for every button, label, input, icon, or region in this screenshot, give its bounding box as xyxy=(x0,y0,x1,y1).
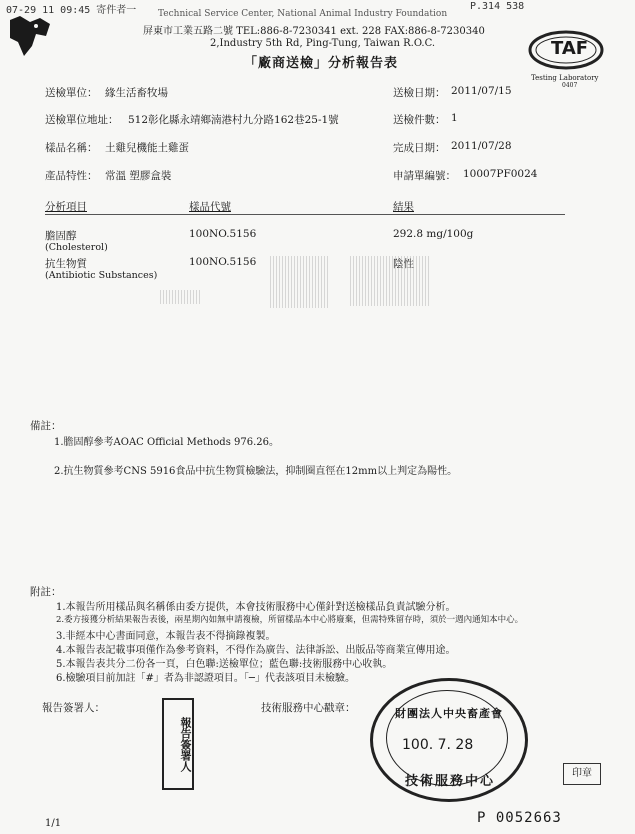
serial-number: P 0052663 xyxy=(477,810,562,826)
note-item: 5.本報告表共分二份各一頁，白色聯:送檢單位；藍色聯:技術服務中心收執。 xyxy=(56,659,393,670)
taf-sub: Testing Laboratory xyxy=(531,74,599,82)
round-stamp-top: 財團法人中央畜產會 xyxy=(395,707,503,720)
round-stamp-bottom: 技術服務中心 xyxy=(405,774,496,789)
sample-value: 土雞兒機能土雞蛋 xyxy=(105,142,189,154)
remark-item: 1.膽固醇參考AOAC Official Methods 976.26。 xyxy=(54,437,279,448)
date-value: 2011/07/15 xyxy=(451,85,512,97)
foundation-logo-icon xyxy=(6,12,54,62)
apply-label: 申請單編號： xyxy=(393,170,456,182)
feature-label: 產品特性： xyxy=(45,170,98,182)
finish-label: 完成日期： xyxy=(393,142,446,154)
remarks-label: 備註： xyxy=(30,420,62,432)
row2-item-en: (Antibiotic Substances) xyxy=(45,270,158,281)
fax-header-right: P.314 538 xyxy=(470,1,525,12)
address-value: 512彰化縣永靖鄉湳港村九分路162巷25-1號 xyxy=(128,114,339,126)
row1-item-en: (Cholesterol) xyxy=(45,242,108,253)
col-header-code: 樣品代號 xyxy=(189,201,231,213)
taf-no: 0407 xyxy=(562,82,578,89)
fax-header-left: 07-29 11 09:45 寄件者一 xyxy=(6,5,137,16)
col-header-item: 分析項目 xyxy=(45,201,87,213)
note-item: 1.本報告所用樣品與名稱係由委方提供，本會技術服務中心僅針對送檢樣品負責試驗分析。 xyxy=(56,602,456,613)
address-label: 送檢單位地址： xyxy=(45,114,119,126)
apply-value: 10007PF0024 xyxy=(463,168,538,180)
round-stamp-date: 100. 7. 28 xyxy=(402,737,474,753)
fax-smudge xyxy=(160,290,200,304)
org-line: Technical Service Center, National Animal Industry Foundation xyxy=(158,9,448,19)
row2-result: 陰性 xyxy=(393,258,414,270)
signer-stamp: 報告簽署人 xyxy=(162,698,194,790)
table-header-rule xyxy=(45,214,565,215)
center-stamp-label: 技術服務中心戳章： xyxy=(261,702,356,714)
notes-label: 附註： xyxy=(30,586,62,598)
fax-smudge xyxy=(270,256,330,308)
date-label: 送檢日期： xyxy=(393,87,446,99)
row1-item: 膽固醇 xyxy=(45,230,77,242)
address-zh: 屏東市工業五路二號 TEL:886-8-7230341 ext. 228 FAX:886-8-7230340 xyxy=(143,26,485,37)
count-label: 送檢件數： xyxy=(393,114,446,126)
note-item: 3.非經本中心書面同意，本報告表不得摘錄複製。 xyxy=(56,631,276,642)
count-value: 1 xyxy=(451,112,458,124)
row1-code: 100NO.5156 xyxy=(189,228,257,240)
client-label: 送檢單位： xyxy=(45,87,98,99)
row1-result: 292.8 mg/100g xyxy=(393,228,474,240)
remark-item: 2.抗生物質參考CNS 5916食品中抗生物質檢驗法，抑制圈直徑在12mm以上判定為陽性。 xyxy=(54,466,458,477)
feature-value: 常溫 塑膠盒裝 xyxy=(105,170,172,182)
note-item: 4.本報告表記載事項僅作為參考資料，不得作為廣告、法律訴訟、出版品等商業宣傳用途。 xyxy=(56,645,456,656)
row2-code: 100NO.5156 xyxy=(189,256,257,268)
taf-text: TAF xyxy=(551,38,589,59)
address-en: 2,Industry 5th Rd, Ping-Tung, Taiwan R.O.C. xyxy=(210,38,436,49)
note-item: 2.委方接獲分析結果報告表後，兩星期內如無申請複檢，所留樣品本中心將廢棄，但需特殊留存時，須於一週內通知本中心。 xyxy=(56,615,524,625)
page-number: 1/1 xyxy=(45,818,62,829)
small-seal: 印章 xyxy=(563,763,601,785)
finish-value: 2011/07/28 xyxy=(451,140,512,152)
sample-label: 樣品名稱： xyxy=(45,142,98,154)
row2-item: 抗生物質 xyxy=(45,258,87,270)
page-title: 「廠商送檢」分析報告表 xyxy=(244,56,399,71)
client-value: 緣生活畜牧場 xyxy=(105,87,168,99)
note-item: 6.檢驗項目前加註「#」者為非認證項目。「─」代表該項目未檢驗。 xyxy=(56,673,355,684)
signer-label: 報告簽署人： xyxy=(42,702,105,714)
col-header-result: 結果 xyxy=(393,201,414,213)
fax-smudge xyxy=(350,256,430,306)
